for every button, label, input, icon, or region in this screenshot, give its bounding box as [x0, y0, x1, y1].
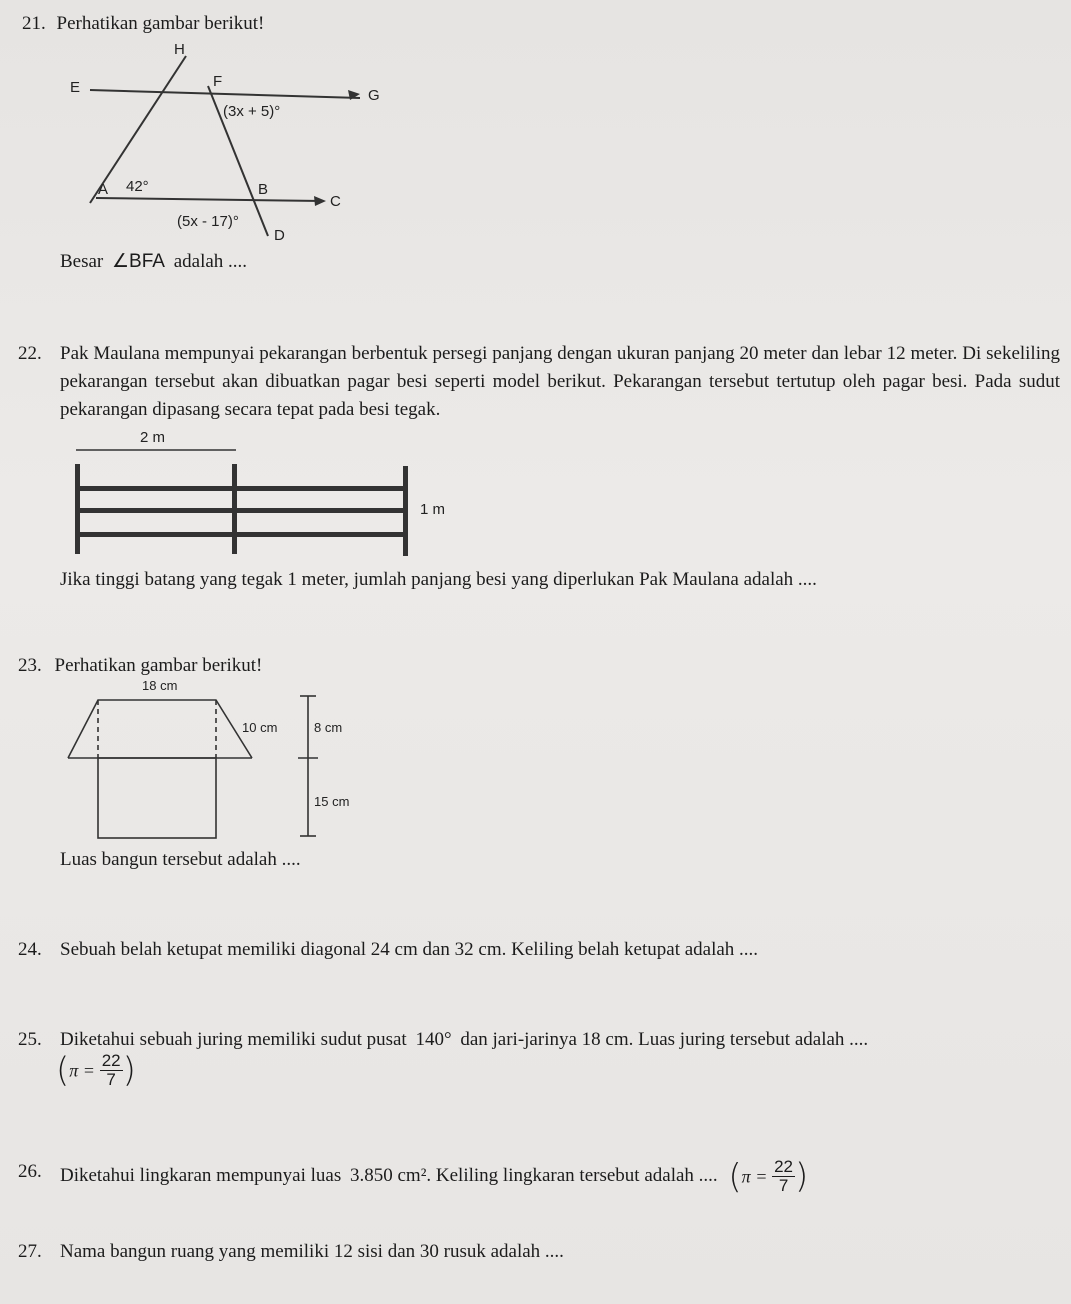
rail-middle	[75, 508, 408, 513]
angle-top-label: (3x + 5)°	[223, 103, 281, 120]
square-part	[98, 758, 216, 838]
upper-label: 8 cm	[314, 720, 343, 735]
rail-bottom	[75, 532, 408, 537]
label-e: E	[70, 79, 81, 96]
lower-label: 15 cm	[314, 794, 350, 809]
q21-question-pre: Besar	[60, 251, 104, 272]
q26-frac-num: 22	[774, 1157, 794, 1176]
q24-text: Sebuah belah ketupat memiliki diagonal 24 cm dan 32 cm. Keliling belah ketupat adalah ....	[60, 939, 759, 960]
q26-frac-den: 7	[778, 1176, 789, 1195]
q25-number: 25.	[18, 1029, 42, 1050]
q26-fraction	[772, 1158, 795, 1195]
q22-question: Jika tinggi batang yang tegak 1 meter, jumlah panjang besi yang diperlukan Pak Maulana adalah ....	[60, 569, 817, 590]
line-ac	[96, 198, 322, 201]
q27-number: 27.	[18, 1241, 42, 1262]
arrow-c	[314, 196, 326, 206]
q21-intro: Perhatikan gambar berikut!	[56, 13, 265, 34]
q23-diagram	[60, 676, 380, 846]
q25-pi-hint: (π = $\frac{22}{7}$ )	[56, 1050, 136, 1091]
q22-number: 22.	[18, 343, 42, 364]
top-label: 18 cm	[142, 678, 178, 693]
slant-label: 10 cm	[242, 720, 278, 735]
angle-a-label: 42°	[126, 178, 149, 195]
q21-question-angle: ∠BFA	[112, 251, 165, 272]
label-g: G	[368, 87, 380, 104]
trapezoid-top	[68, 700, 252, 758]
q26-area-unit: cm²	[397, 1164, 427, 1186]
label-b: B	[258, 181, 269, 198]
q26-pi: π =	[741, 1166, 768, 1187]
label-d: D	[274, 227, 285, 244]
q25-text	[60, 1026, 1060, 1054]
q25-angle: 140°	[415, 1029, 452, 1050]
q23-question: Luas bangun tersebut adalah ....	[60, 849, 301, 870]
q21-question	[60, 248, 247, 276]
q25-frac-den: 7	[106, 1070, 116, 1089]
label-a: A	[98, 181, 109, 198]
q27-text: Nama bangun ruang yang memiliki 12 sisi dan 30 rusuk adalah ....	[60, 1241, 564, 1262]
q23-intro: Perhatikan gambar berikut!	[54, 655, 263, 676]
label-f: F	[213, 73, 223, 90]
q21-question-post: adalah ....	[173, 251, 248, 272]
q26-text-post: . Keliling lingkaran tersebut adalah ....	[426, 1164, 718, 1186]
q21-number: 21.	[22, 13, 46, 34]
rail-top	[75, 486, 408, 491]
q26-text-pre: Diketahui lingkaran mempunyai luas	[60, 1164, 342, 1186]
q25-text-post: dan jari-jarinya 18 cm. Luas juring tersebut adalah ....	[460, 1029, 869, 1050]
q22-text: Pak Maulana mempunyai pekarangan berbentuk persegi panjang dengan ukuran panjang 20 meter dan lebar 12 meter. Di sekeliling pekarangan tersebut akan dibuatkan pagar besi seperti model berikut. Pekarangan tersebut tertutup oleh pagar besi. Pada sudut pekarangan dipasang secara tepat pada besi tegak.	[60, 343, 1060, 420]
line-eg	[90, 90, 360, 98]
q25-text-pre: Diketahui sebuah juring memiliki sudut pusat	[60, 1029, 407, 1050]
q25-fraction	[100, 1052, 123, 1089]
q21-diagram	[60, 38, 400, 250]
q25-frac-num: 22	[101, 1051, 121, 1070]
q26-text: Diketahui lingkaran mempunyai luas 3.850 cm². Keliling lingkaran tersebut adalah .... (π = $\frac{22}{7}$ )	[60, 1156, 809, 1197]
q25-pi: π =	[69, 1060, 95, 1081]
width-label: 2 m	[140, 429, 166, 446]
q23-number: 23.	[18, 655, 42, 676]
fence	[75, 464, 408, 556]
q22-fence-diagram	[70, 420, 470, 560]
q21-header	[22, 10, 264, 38]
q26-number: 26.	[18, 1161, 42, 1182]
label-c: C	[330, 193, 341, 210]
q24-number: 24.	[18, 939, 42, 960]
height-label: 1 m	[420, 501, 446, 518]
angle-bottom-label: (5x - 17)°	[177, 213, 239, 230]
label-h: H	[174, 41, 185, 58]
q26-area-value: 3.850	[349, 1164, 393, 1186]
